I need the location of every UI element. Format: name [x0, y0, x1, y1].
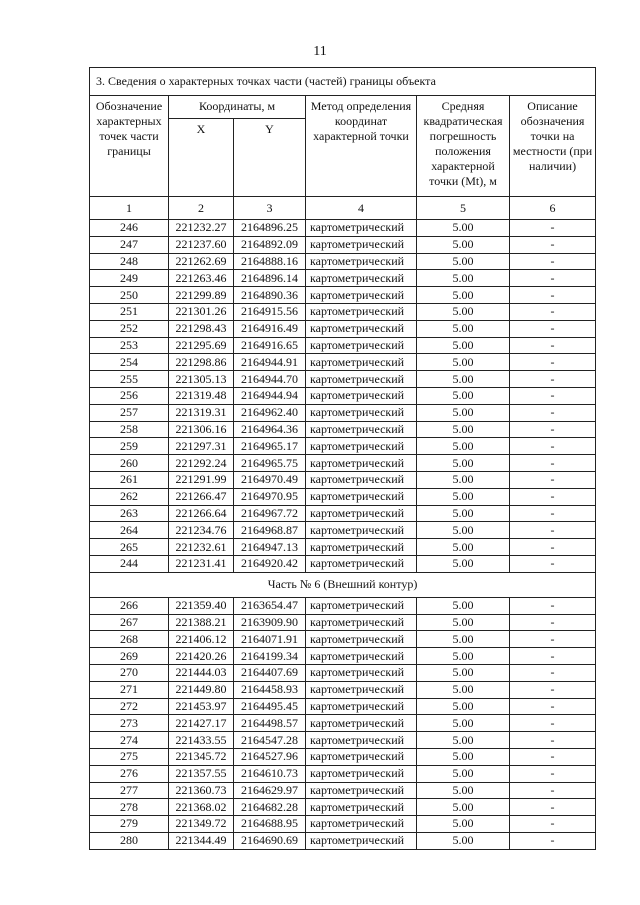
description-cell: -: [510, 681, 596, 698]
table-row: [90, 555, 596, 572]
error-cell: 5.00: [417, 539, 510, 556]
error-cell: 5.00: [417, 404, 510, 421]
error-cell: 5.00: [417, 421, 510, 438]
description-cell: -: [510, 488, 596, 505]
description-cell: -: [510, 748, 596, 765]
error-cell: 5.00: [417, 303, 510, 320]
coord-y: 2164629.97: [234, 782, 306, 799]
description-cell: -: [510, 765, 596, 782]
coord-y: 2164916.65: [234, 337, 306, 354]
point-number: 276: [90, 765, 169, 782]
coord-y: 2164970.95: [234, 488, 306, 505]
table-row: [90, 220, 596, 237]
table-row: [90, 471, 596, 488]
method-cell: картометрический: [306, 631, 417, 648]
point-number: 268: [90, 631, 169, 648]
table-row: [90, 287, 596, 304]
coord-y: 2164965.75: [234, 455, 306, 472]
point-number: 261: [90, 471, 169, 488]
method-cell: картометрический: [306, 303, 417, 320]
coord-x: 221368.02: [169, 799, 234, 816]
description-cell: -: [510, 404, 596, 421]
table-row: [90, 387, 596, 404]
description-cell: -: [510, 664, 596, 681]
coord-y: 2164690.69: [234, 832, 306, 849]
coord-x: 221433.55: [169, 732, 234, 749]
point-number: 278: [90, 799, 169, 816]
coord-x: 221344.49: [169, 832, 234, 849]
table-row: [90, 236, 596, 253]
description-cell: -: [510, 648, 596, 665]
coord-y: 2164915.56: [234, 303, 306, 320]
table-row: [90, 488, 596, 505]
description-cell: -: [510, 253, 596, 270]
error-cell: 5.00: [417, 236, 510, 253]
table-row: [90, 664, 596, 681]
coord-x: 221298.86: [169, 354, 234, 371]
method-cell: картометрический: [306, 287, 417, 304]
coord-x: 221388.21: [169, 614, 234, 631]
method-cell: картометрический: [306, 253, 417, 270]
error-cell: 5.00: [417, 765, 510, 782]
point-number: 280: [90, 832, 169, 849]
coord-y: 2164944.94: [234, 387, 306, 404]
table-row: [90, 253, 596, 270]
description-cell: -: [510, 555, 596, 572]
error-cell: 5.00: [417, 488, 510, 505]
coord-y: 2164527.96: [234, 748, 306, 765]
coord-y: 2164896.14: [234, 270, 306, 287]
point-number: 248: [90, 253, 169, 270]
coord-x: 221406.12: [169, 631, 234, 648]
coord-y: 2164495.45: [234, 698, 306, 715]
error-cell: 5.00: [417, 782, 510, 799]
table-row: [90, 337, 596, 354]
method-cell: картометрический: [306, 614, 417, 631]
point-number: 249: [90, 270, 169, 287]
error-cell: 5.00: [417, 614, 510, 631]
table-row: [90, 371, 596, 388]
error-cell: 5.00: [417, 664, 510, 681]
point-number: 256: [90, 387, 169, 404]
coord-x: 221266.64: [169, 505, 234, 522]
point-number: 264: [90, 522, 169, 539]
coord-x: 221357.55: [169, 765, 234, 782]
table-row: [90, 320, 596, 337]
part-title: Часть № 6 (Внешний контур): [90, 572, 596, 597]
point-number: 265: [90, 539, 169, 556]
coord-y: 2164547.28: [234, 732, 306, 749]
coord-x: 221306.16: [169, 421, 234, 438]
column-number: 3: [234, 197, 306, 220]
description-cell: -: [510, 715, 596, 732]
header-description: Описание обозначения точки на местности (при наличии): [510, 96, 596, 197]
coord-y: 2163909.90: [234, 614, 306, 631]
description-cell: -: [510, 698, 596, 715]
point-number: 272: [90, 698, 169, 715]
point-number: 277: [90, 782, 169, 799]
point-number: 274: [90, 732, 169, 749]
coord-x: 221449.80: [169, 681, 234, 698]
point-number: 257: [90, 404, 169, 421]
column-number: 4: [306, 197, 417, 220]
method-cell: картометрический: [306, 555, 417, 572]
coord-x: 221319.48: [169, 387, 234, 404]
method-cell: картометрический: [306, 664, 417, 681]
description-cell: -: [510, 421, 596, 438]
method-cell: картометрический: [306, 648, 417, 665]
method-cell: картометрический: [306, 522, 417, 539]
method-cell: картометрический: [306, 782, 417, 799]
point-number: 259: [90, 438, 169, 455]
description-cell: -: [510, 505, 596, 522]
description-cell: -: [510, 337, 596, 354]
coord-y: 2164892.09: [234, 236, 306, 253]
error-cell: 5.00: [417, 505, 510, 522]
table-row: [90, 631, 596, 648]
coord-y: 2164682.28: [234, 799, 306, 816]
column-number: 5: [417, 197, 510, 220]
page-number: 11: [313, 44, 327, 59]
description-cell: -: [510, 597, 596, 614]
table-row: [90, 648, 596, 665]
point-number: 252: [90, 320, 169, 337]
method-cell: картометрический: [306, 539, 417, 556]
point-number: 247: [90, 236, 169, 253]
column-numbers-row: [90, 197, 596, 220]
description-cell: -: [510, 303, 596, 320]
coord-x: 221299.89: [169, 287, 234, 304]
error-cell: 5.00: [417, 438, 510, 455]
table-row: [90, 765, 596, 782]
description-cell: -: [510, 539, 596, 556]
coord-x: 221359.40: [169, 597, 234, 614]
error-cell: 5.00: [417, 631, 510, 648]
point-number: 270: [90, 664, 169, 681]
error-cell: 5.00: [417, 387, 510, 404]
description-cell: -: [510, 387, 596, 404]
coord-y: 2164947.13: [234, 539, 306, 556]
column-number: 2: [169, 197, 234, 220]
error-cell: 5.00: [417, 799, 510, 816]
table-row: [90, 816, 596, 833]
boundary-points-table: [89, 67, 596, 850]
header-y: Y: [234, 119, 306, 197]
method-cell: картометрический: [306, 505, 417, 522]
table-row: [90, 421, 596, 438]
method-cell: картометрический: [306, 455, 417, 472]
method-cell: картометрический: [306, 337, 417, 354]
coord-y: 2164962.40: [234, 404, 306, 421]
error-cell: 5.00: [417, 354, 510, 371]
coord-x: 221266.47: [169, 488, 234, 505]
error-cell: 5.00: [417, 816, 510, 833]
coord-y: 2164610.73: [234, 765, 306, 782]
error-cell: 5.00: [417, 220, 510, 237]
method-cell: картометрический: [306, 748, 417, 765]
method-cell: картометрический: [306, 421, 417, 438]
error-cell: 5.00: [417, 698, 510, 715]
method-cell: картометрический: [306, 832, 417, 849]
coord-y: 2164964.36: [234, 421, 306, 438]
point-number: 260: [90, 455, 169, 472]
error-cell: 5.00: [417, 681, 510, 698]
coord-x: 221234.76: [169, 522, 234, 539]
coord-x: 221420.26: [169, 648, 234, 665]
section-title: 3. Сведения о характерных точках части (частей) границы объекта: [90, 68, 596, 96]
coord-x: 221237.60: [169, 236, 234, 253]
point-number: 266: [90, 597, 169, 614]
method-cell: картометрический: [306, 404, 417, 421]
column-number: 6: [510, 197, 596, 220]
table-row: [90, 270, 596, 287]
point-number: 279: [90, 816, 169, 833]
coord-x: 221298.43: [169, 320, 234, 337]
coord-x: 221232.27: [169, 220, 234, 237]
point-number: 267: [90, 614, 169, 631]
table-row: [90, 732, 596, 749]
coord-y: 2164896.25: [234, 220, 306, 237]
table-row: [90, 505, 596, 522]
description-cell: -: [510, 270, 596, 287]
coord-x: 221262.69: [169, 253, 234, 270]
point-number: 254: [90, 354, 169, 371]
point-number: 275: [90, 748, 169, 765]
table-row: [90, 698, 596, 715]
method-cell: картометрический: [306, 270, 417, 287]
description-cell: -: [510, 782, 596, 799]
coord-y: 2164890.36: [234, 287, 306, 304]
error-cell: 5.00: [417, 732, 510, 749]
description-cell: -: [510, 816, 596, 833]
table-row: [90, 438, 596, 455]
column-number: 1: [90, 197, 169, 220]
point-number: 258: [90, 421, 169, 438]
error-cell: 5.00: [417, 371, 510, 388]
description-cell: -: [510, 799, 596, 816]
coord-x: 221297.31: [169, 438, 234, 455]
point-number: 271: [90, 681, 169, 698]
coord-x: 221427.17: [169, 715, 234, 732]
error-cell: 5.00: [417, 715, 510, 732]
error-cell: 5.00: [417, 320, 510, 337]
coord-x: 221453.97: [169, 698, 234, 715]
method-cell: картометрический: [306, 799, 417, 816]
header-point-designation: Обозначение характерных точек части границы: [90, 96, 169, 197]
description-cell: -: [510, 371, 596, 388]
table-row: [90, 455, 596, 472]
table-row: [90, 748, 596, 765]
table-row: [90, 782, 596, 799]
coord-y: 2164688.95: [234, 816, 306, 833]
coord-x: 221345.72: [169, 748, 234, 765]
table-row: [90, 522, 596, 539]
description-cell: -: [510, 236, 596, 253]
error-cell: 5.00: [417, 597, 510, 614]
error-cell: 5.00: [417, 832, 510, 849]
coord-x: 221305.13: [169, 371, 234, 388]
table-row: [90, 404, 596, 421]
point-number: 253: [90, 337, 169, 354]
description-cell: -: [510, 220, 596, 237]
coord-y: 2164498.57: [234, 715, 306, 732]
point-number: 269: [90, 648, 169, 665]
coord-x: 221301.26: [169, 303, 234, 320]
method-cell: картометрический: [306, 387, 417, 404]
method-cell: картометрический: [306, 354, 417, 371]
table-row: [90, 539, 596, 556]
coord-y: 2164916.49: [234, 320, 306, 337]
table-row: [90, 681, 596, 698]
method-cell: картометрический: [306, 715, 417, 732]
coord-x: 221444.03: [169, 664, 234, 681]
coord-x: 221263.46: [169, 270, 234, 287]
coord-y: 2163654.47: [234, 597, 306, 614]
coord-y: 2164407.69: [234, 664, 306, 681]
method-cell: картометрический: [306, 816, 417, 833]
coord-y: 2164071.91: [234, 631, 306, 648]
header-coordinates: Координаты, м: [169, 96, 306, 119]
error-cell: 5.00: [417, 287, 510, 304]
description-cell: -: [510, 455, 596, 472]
method-cell: картометрический: [306, 438, 417, 455]
method-cell: картометрический: [306, 471, 417, 488]
error-cell: 5.00: [417, 748, 510, 765]
method-cell: картометрический: [306, 698, 417, 715]
method-cell: картометрический: [306, 488, 417, 505]
coord-x: 221295.69: [169, 337, 234, 354]
coord-y: 2164458.93: [234, 681, 306, 698]
coord-x: 221349.72: [169, 816, 234, 833]
table-row: [90, 832, 596, 849]
error-cell: 5.00: [417, 337, 510, 354]
header-x: X: [169, 119, 234, 197]
error-cell: 5.00: [417, 555, 510, 572]
coord-y: 2164944.91: [234, 354, 306, 371]
table-row: [90, 303, 596, 320]
method-cell: картометрический: [306, 371, 417, 388]
point-number: 273: [90, 715, 169, 732]
error-cell: 5.00: [417, 455, 510, 472]
header-method: Метод определения координат характерной точки: [306, 96, 417, 197]
error-cell: 5.00: [417, 270, 510, 287]
error-cell: 5.00: [417, 648, 510, 665]
table-row: [90, 614, 596, 631]
coord-y: 2164970.49: [234, 471, 306, 488]
coord-y: 2164967.72: [234, 505, 306, 522]
coord-y: 2164944.70: [234, 371, 306, 388]
description-cell: -: [510, 354, 596, 371]
error-cell: 5.00: [417, 253, 510, 270]
error-cell: 5.00: [417, 522, 510, 539]
point-number: 263: [90, 505, 169, 522]
point-number: 250: [90, 287, 169, 304]
point-number: 244: [90, 555, 169, 572]
description-cell: -: [510, 320, 596, 337]
table-row: [90, 715, 596, 732]
point-number: 255: [90, 371, 169, 388]
table-row: [90, 597, 596, 614]
method-cell: картометрический: [306, 765, 417, 782]
coord-x: 221232.61: [169, 539, 234, 556]
description-cell: -: [510, 471, 596, 488]
coord-y: 2164888.16: [234, 253, 306, 270]
table-row: [90, 799, 596, 816]
coord-x: 221292.24: [169, 455, 234, 472]
header-error: Средняя квадратическая погрешность положения характерной точки (Mt), м: [417, 96, 510, 197]
point-number: 251: [90, 303, 169, 320]
coord-y: 2164968.87: [234, 522, 306, 539]
description-cell: -: [510, 522, 596, 539]
description-cell: -: [510, 631, 596, 648]
coord-y: 2164199.34: [234, 648, 306, 665]
method-cell: картометрический: [306, 597, 417, 614]
coord-x: 221360.73: [169, 782, 234, 799]
description-cell: -: [510, 832, 596, 849]
coord-x: 221319.31: [169, 404, 234, 421]
coord-y: 2164965.17: [234, 438, 306, 455]
point-number: 246: [90, 220, 169, 237]
method-cell: картометрический: [306, 681, 417, 698]
method-cell: картометрический: [306, 220, 417, 237]
error-cell: 5.00: [417, 471, 510, 488]
method-cell: картометрический: [306, 732, 417, 749]
description-cell: -: [510, 732, 596, 749]
table-row: [90, 354, 596, 371]
description-cell: -: [510, 438, 596, 455]
coord-x: 221291.99: [169, 471, 234, 488]
description-cell: -: [510, 614, 596, 631]
point-number: 262: [90, 488, 169, 505]
description-cell: -: [510, 287, 596, 304]
coord-y: 2164920.42: [234, 555, 306, 572]
method-cell: картометрический: [306, 236, 417, 253]
method-cell: картометрический: [306, 320, 417, 337]
coord-x: 221231.41: [169, 555, 234, 572]
